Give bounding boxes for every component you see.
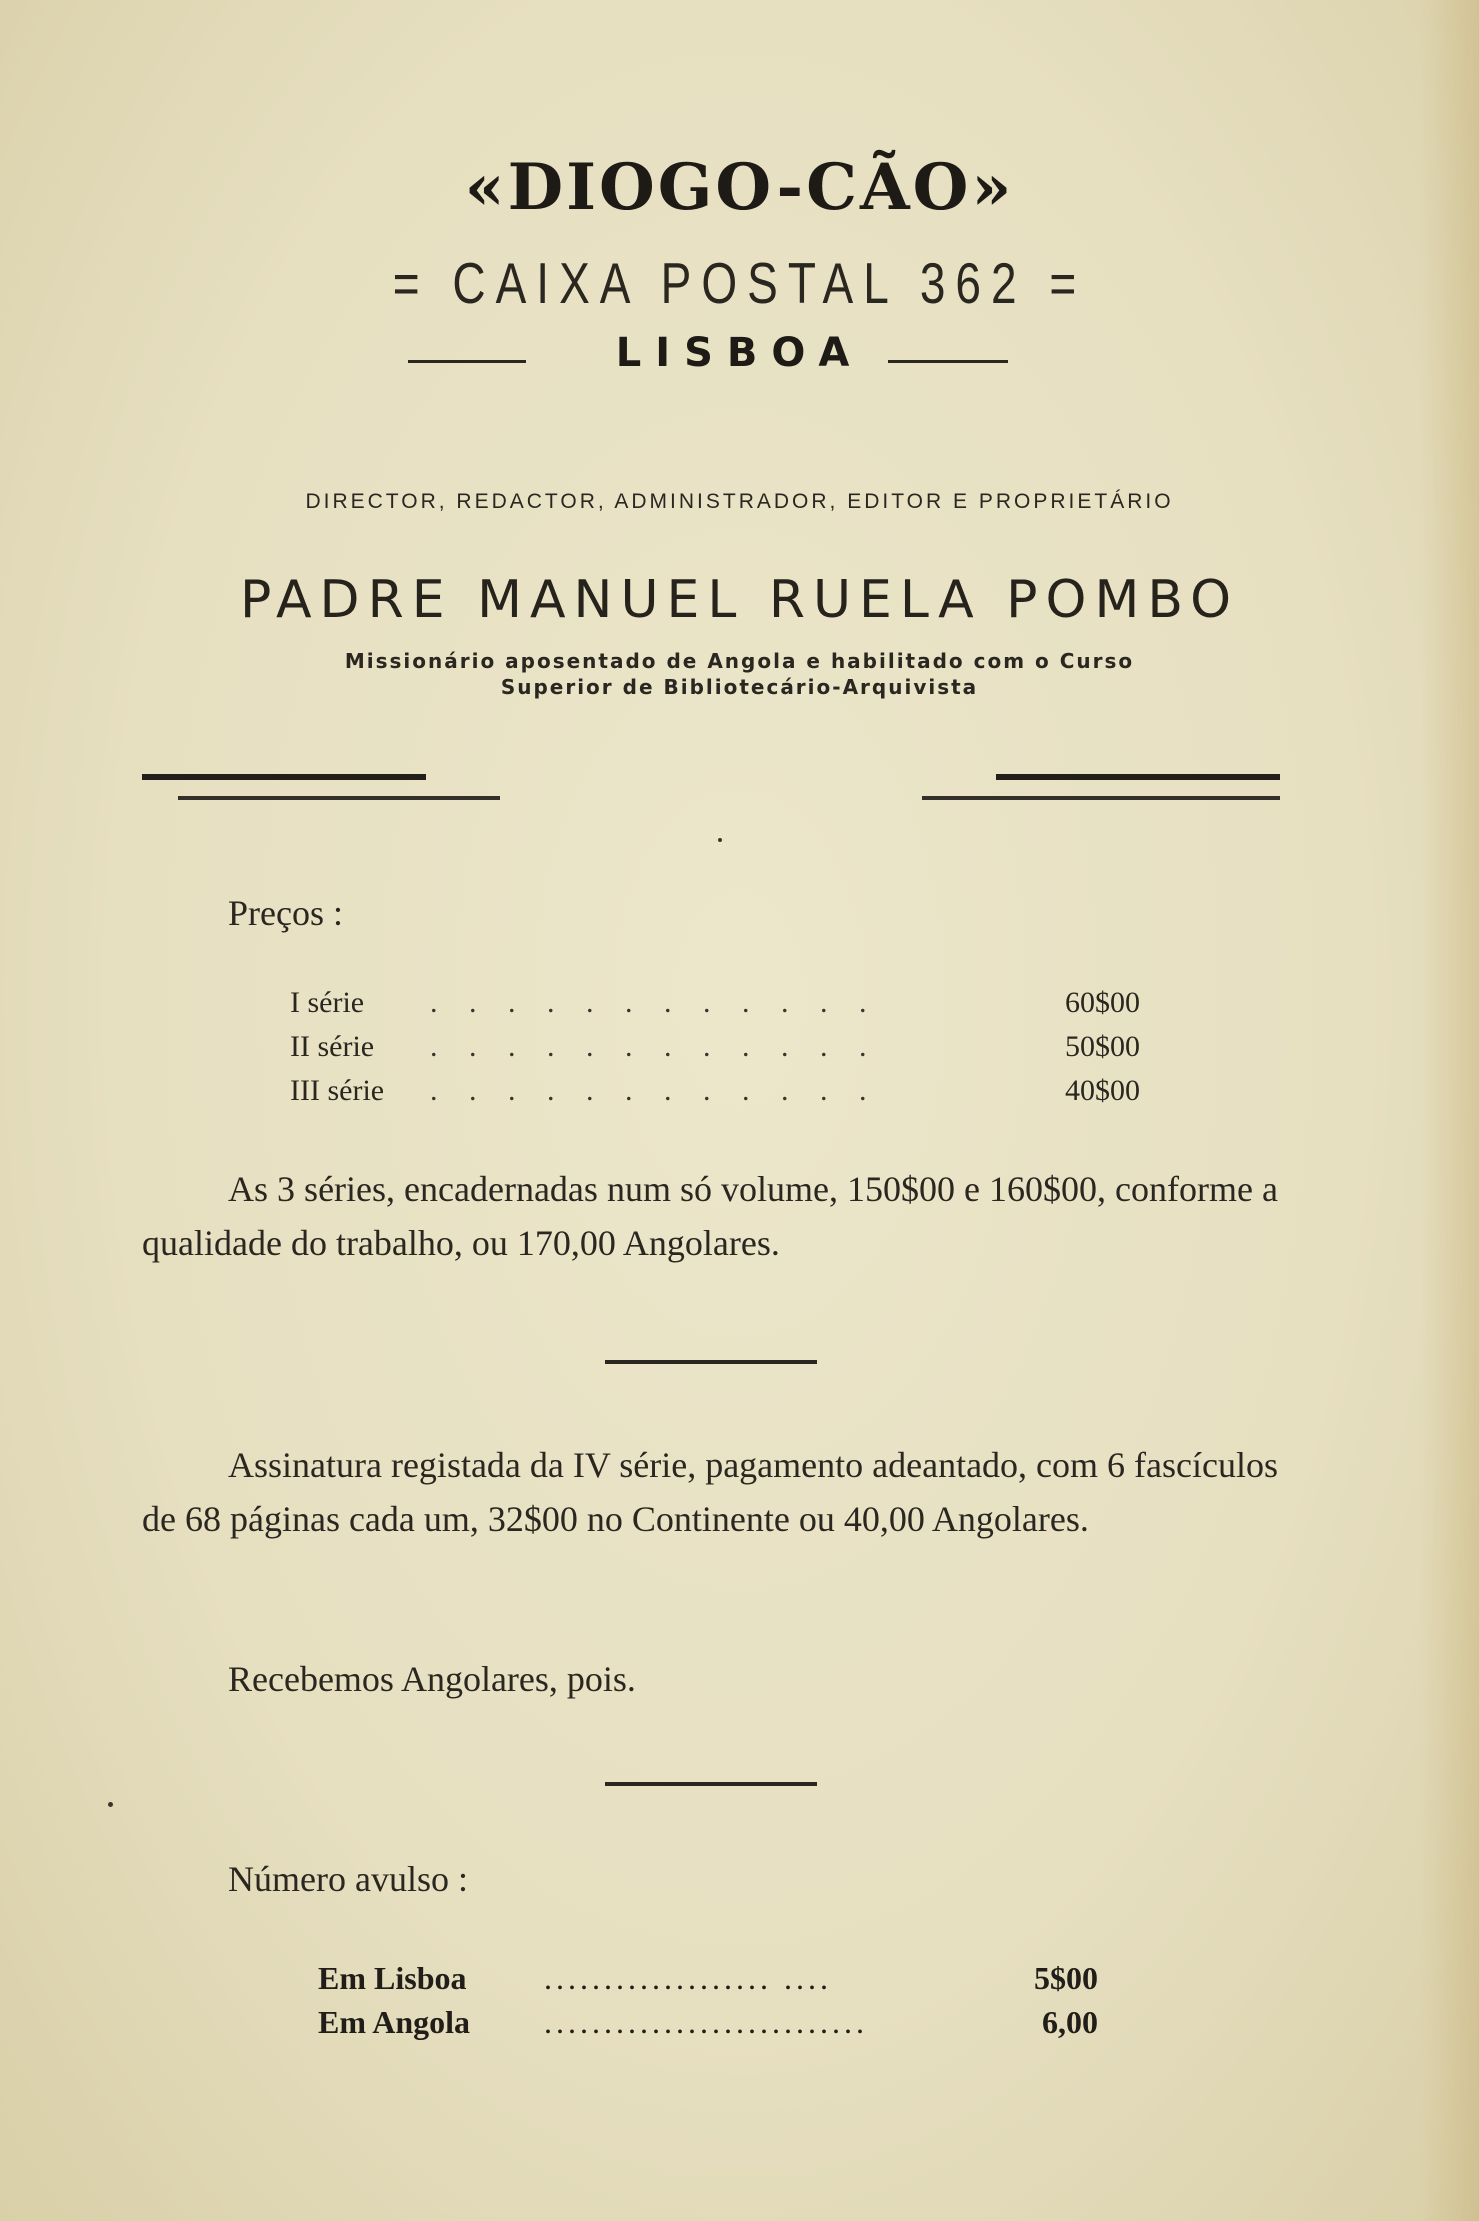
single-issue-value: 5$00: [1034, 1960, 1098, 1996]
price-row: [290, 1074, 1140, 1118]
single-issue-row: [318, 1960, 1098, 2004]
ink-speck: [718, 838, 722, 842]
price-leader-dots: . . . . . . . . . . . .: [430, 986, 879, 1019]
postal-box-line: = CAIXA POSTAL 362 =: [392, 250, 1087, 316]
price-row: [290, 1030, 1140, 1074]
ink-speck: [108, 1802, 113, 1807]
single-issue-row: [318, 2004, 1098, 2048]
credentials-line-1: Missionário aposentado de Angola e habilitado com o Curso: [344, 649, 1135, 673]
price-row: [290, 986, 1140, 1030]
price-label: II série: [290, 1030, 375, 1063]
roles-line: DIRECTOR, REDACTOR, ADMINISTRADOR, EDITOR E PROPRIETÁRIO: [305, 490, 1174, 513]
divider-left-top: [142, 774, 426, 780]
divider-right-top: [996, 774, 1280, 780]
price-leader-dots: . . . . . . . . . . . .: [430, 1030, 879, 1063]
single-issue-leader-dots: ...........................: [544, 2004, 868, 2040]
owner-credentials: [0, 648, 1479, 700]
price-value: 40$00: [1065, 1074, 1140, 1107]
city-name: LISBOA: [615, 330, 864, 376]
section-rule: [605, 1782, 817, 1786]
credentials-line-2: Superior de Bibliotecário-Arquivista: [500, 675, 979, 699]
bound-volume-paragraph: As 3 séries, encadernadas num só volume, 150$00 e 160$00, conforme a qualidade do trabalho, ou 170,00 Angolares.: [142, 1169, 1278, 1263]
subscription-paragraph: Assinatura registada da IV série, pagamento adeantado, com 6 fascículos de 68 páginas cada um, 32$00 no Continente ou 40,00 Angolares.: [142, 1445, 1278, 1539]
single-issue-label: Em Angola: [318, 2004, 471, 2040]
single-issue-heading: Número avulso :: [228, 1859, 468, 1899]
divider-right-bottom: [922, 796, 1280, 800]
single-issue-value: 6,00: [1042, 2004, 1098, 2040]
single-issue-leader-dots: ................... ....: [544, 1960, 832, 1996]
price-value: 50$00: [1065, 1030, 1140, 1063]
prices-heading: Preços :: [228, 893, 343, 933]
angolares-paragraph: Recebemos Angolares, pois.: [228, 1659, 636, 1699]
price-label: III série: [290, 1074, 385, 1107]
price-value: 60$00: [1065, 986, 1140, 1019]
price-leader-dots: . . . . . . . . . . . .: [430, 1074, 879, 1107]
divider-left-bottom: [178, 796, 500, 800]
masthead-title: «DIOGO-CÃO»: [464, 150, 1015, 225]
price-label: I série: [290, 986, 365, 1019]
owner-name: PADRE MANUEL RUELA POMBO: [239, 570, 1240, 630]
section-rule: [605, 1360, 817, 1364]
city-rule-right: [888, 360, 1008, 363]
single-issue-label: Em Lisboa: [318, 1960, 467, 1996]
